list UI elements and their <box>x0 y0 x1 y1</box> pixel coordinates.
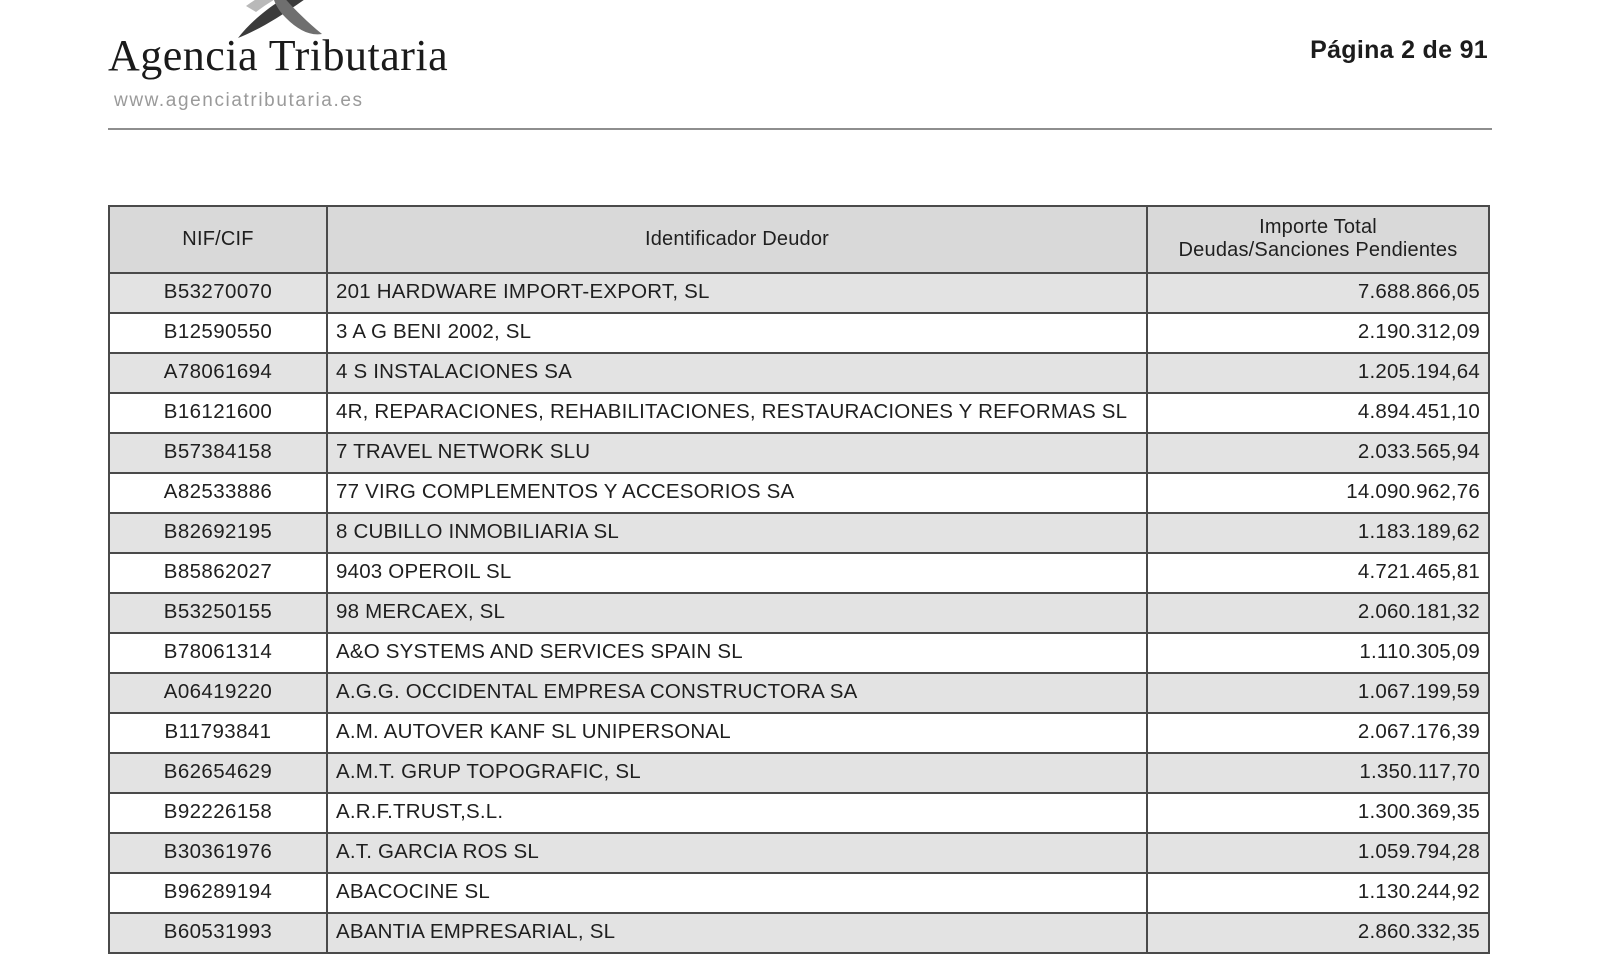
cell-debtor-name: A.M. AUTOVER KANF SL UNIPERSONAL <box>327 713 1147 753</box>
cell-debtor-name: A.R.F.TRUST,S.L. <box>327 793 1147 833</box>
column-header-nif: NIF/CIF <box>109 206 327 273</box>
cell-debtor-name: A.M.T. GRUP TOPOGRAFIC, SL <box>327 753 1147 793</box>
table-row <box>109 833 1489 873</box>
table-row <box>109 433 1489 473</box>
table-row <box>109 873 1489 913</box>
table-row <box>109 713 1489 753</box>
cell-amount: 2.060.181,32 <box>1147 593 1489 633</box>
header-divider <box>108 128 1492 130</box>
table-row <box>109 753 1489 793</box>
cell-amount: 1.110.305,09 <box>1147 633 1489 673</box>
cell-amount: 7.688.866,05 <box>1147 273 1489 313</box>
cell-nif: B82692195 <box>109 513 327 553</box>
page-number: Página 2 de 91 <box>1310 36 1488 64</box>
cell-debtor-name: 3 A G BENI 2002, SL <box>327 313 1147 353</box>
cell-nif: B60531993 <box>109 913 327 953</box>
cell-debtor-name: ABACOCINE SL <box>327 873 1147 913</box>
cell-nif: B11793841 <box>109 713 327 753</box>
cell-amount: 2.067.176,39 <box>1147 713 1489 753</box>
debtors-table-container <box>108 205 1488 954</box>
cell-amount: 2.860.332,35 <box>1147 913 1489 953</box>
cell-nif: B30361976 <box>109 833 327 873</box>
cell-nif: B12590550 <box>109 313 327 353</box>
cell-amount: 14.090.962,76 <box>1147 473 1489 513</box>
cell-nif: B92226158 <box>109 793 327 833</box>
cell-nif: B96289194 <box>109 873 327 913</box>
table-body <box>109 273 1489 953</box>
table-row <box>109 353 1489 393</box>
cell-amount: 1.350.117,70 <box>1147 753 1489 793</box>
cell-amount: 1.130.244,92 <box>1147 873 1489 913</box>
column-header-amount-line1: Importe Total <box>1259 216 1377 238</box>
cell-debtor-name: 98 MERCAEX, SL <box>327 593 1147 633</box>
cell-nif: A06419220 <box>109 673 327 713</box>
cell-nif: B62654629 <box>109 753 327 793</box>
cell-nif: A78061694 <box>109 353 327 393</box>
cell-amount: 1.300.369,35 <box>1147 793 1489 833</box>
cell-debtor-name: 4 S INSTALACIONES SA <box>327 353 1147 393</box>
cell-amount: 1.067.199,59 <box>1147 673 1489 713</box>
cell-debtor-name: A.T. GARCIA ROS SL <box>327 833 1147 873</box>
table-row <box>109 593 1489 633</box>
cell-amount: 4.721.465,81 <box>1147 553 1489 593</box>
table-row <box>109 673 1489 713</box>
cell-amount: 1.205.194,64 <box>1147 353 1489 393</box>
cell-debtor-name: 9403 OPEROIL SL <box>327 553 1147 593</box>
cell-nif: A82533886 <box>109 473 327 513</box>
table-row <box>109 473 1489 513</box>
cell-debtor-name: 7 TRAVEL NETWORK SLU <box>327 433 1147 473</box>
cell-nif: B78061314 <box>109 633 327 673</box>
cell-nif: B53270070 <box>109 273 327 313</box>
cell-amount: 1.059.794,28 <box>1147 833 1489 873</box>
table-row <box>109 273 1489 313</box>
cell-nif: B85862027 <box>109 553 327 593</box>
agency-website-url: www.agenciatributaria.es <box>114 90 364 111</box>
column-header-name: Identificador Deudor <box>327 206 1147 273</box>
table-row <box>109 553 1489 593</box>
column-header-amount <box>1147 206 1489 273</box>
cell-debtor-name: 201 HARDWARE IMPORT-EXPORT, SL <box>327 273 1147 313</box>
cell-amount: 1.183.189,62 <box>1147 513 1489 553</box>
table-row <box>109 793 1489 833</box>
cell-nif: B53250155 <box>109 593 327 633</box>
table-row <box>109 513 1489 553</box>
cell-nif: B57384158 <box>109 433 327 473</box>
debtors-table <box>108 205 1490 954</box>
cell-amount: 2.190.312,09 <box>1147 313 1489 353</box>
cell-amount: 2.033.565,94 <box>1147 433 1489 473</box>
cell-debtor-name: ABANTIA EMPRESARIAL, SL <box>327 913 1147 953</box>
cell-debtor-name: A.G.G. OCCIDENTAL EMPRESA CONSTRUCTORA SA <box>327 673 1147 713</box>
table-row <box>109 313 1489 353</box>
table-row <box>109 633 1489 673</box>
document-header <box>0 0 1600 150</box>
cell-amount: 4.894.451,10 <box>1147 393 1489 433</box>
cell-debtor-name: 77 VIRG COMPLEMENTOS Y ACCESORIOS SA <box>327 473 1147 513</box>
cell-debtor-name: 4R, REPARACIONES, REHABILITACIONES, RESTAURACIONES Y REFORMAS SL <box>327 393 1147 433</box>
cell-debtor-name: 8 CUBILLO INMOBILIARIA SL <box>327 513 1147 553</box>
table-row <box>109 913 1489 953</box>
table-row <box>109 393 1489 433</box>
cell-debtor-name: A&O SYSTEMS AND SERVICES SPAIN SL <box>327 633 1147 673</box>
table-header-row <box>109 206 1489 273</box>
agency-logo-text: Agencia Tributaria <box>108 31 449 80</box>
cell-nif: B16121600 <box>109 393 327 433</box>
column-header-amount-line2: Deudas/Sanciones Pendientes <box>1178 239 1458 261</box>
